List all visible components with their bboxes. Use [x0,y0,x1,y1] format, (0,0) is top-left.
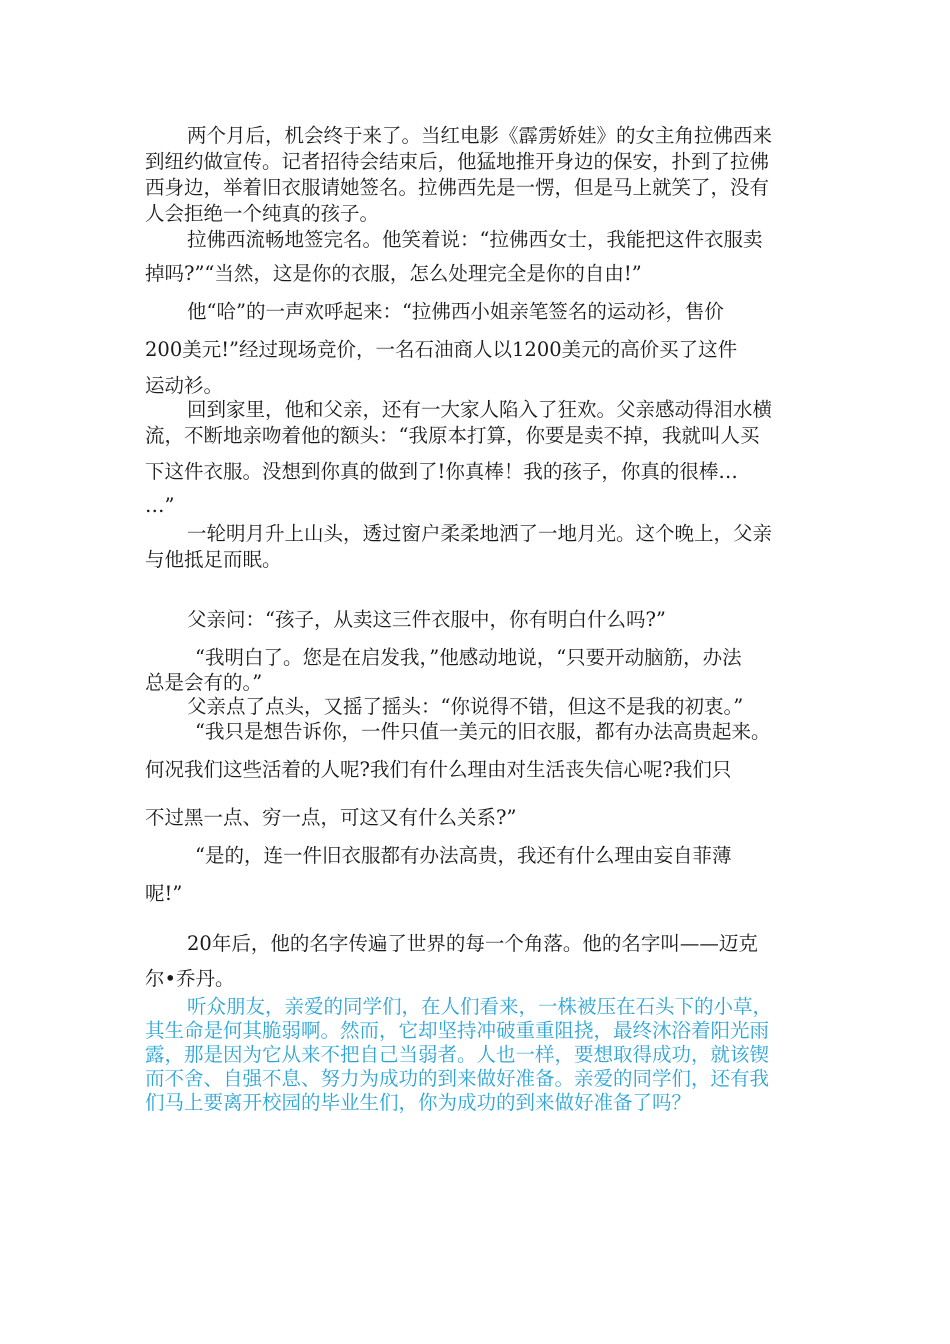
paragraph-line: 他“哈”的一声欢呼起来：“拉佛西小姐亲笔签名的运动衫，售价 [187,300,724,323]
paragraph-line: 拉佛西流畅地签完名。他笑着说：“拉佛西女士，我能把这件衣服卖 [187,228,763,251]
paragraph-line: 何况我们这些活着的人呢?我们有什么理由对生活丧失信心呢?我们只 [145,758,732,781]
paragraph-line: 总是会有的。” [145,671,263,694]
closing-line: 其生命是何其脆弱啊。然而，它却坚持冲破重重阻挠，最终沐浴着阳光雨 [145,1019,770,1042]
closing-line: 露，那是因为它从来不把自己当弱者。人也一样，要想取得成功，就该锲 [145,1043,770,1066]
paragraph-line: 20年后，他的名字传遍了世界的每一个角落。他的名字叫——迈克 [187,932,758,955]
closing-line: 而不舍、自强不息、努力为成功的到来做好准备。亲爱的同学们，还有我 [145,1067,770,1090]
paragraph-line: 两个月后，机会终于来了。当红电影《霹雳娇娃》的女主角拉佛西来 [187,124,773,147]
paragraph-line: 不过黑一点、穷一点，可这又有什么关系?” [145,806,517,829]
paragraph-line: 回到家里，他和父亲，还有一大家人陷入了狂欢。父亲感动得泪水横 [187,398,773,421]
paragraph-line: “我只是想告诉你，一件只值一美元的旧衣服，都有办法高贵起来。 [195,720,771,743]
paragraph-line: 到纽约做宣传。记者招待会结束后，他猛地推开身边的保安，扑到了拉佛 [145,150,770,173]
paragraph-line: 掉吗?”“当然，这是你的衣服，怎么处理完全是你的自由!” [145,262,642,285]
paragraph-line: 与他抵足而眠。 [145,548,282,571]
paragraph-line: 呢!” [145,882,183,905]
paragraph-line: 运动衫。 [145,374,224,397]
paragraph-line: 200美元!”经过现场竞价，一名石油商人以1200美元的高价买了这件 [145,338,738,361]
paragraph-line: 尔•乔丹。 [145,967,235,990]
paragraph-line: “是的，连一件旧衣服都有办法高贵，我还有什么理由妄自菲薄 [195,844,732,867]
paragraph-line: …” [145,494,175,517]
paragraph-line: 下这件衣服。没想到你真的做到了!你真棒！我的孩子，你真的很棒… [145,460,738,483]
paragraph-line: 西身边，举着旧衣服请她签名。拉佛西先是一愣，但是马上就笑了，没有 [145,176,770,199]
paragraph-line: 父亲问：“孩子，从卖这三件衣服中，你有明白什么吗?” [187,608,666,631]
closing-line: 听众朋友，亲爱的同学们，在人们看来，一株被压在石头下的小草， [187,995,773,1018]
closing-line: 们马上要离开校园的毕业生们，你为成功的到来做好准备了吗？ [145,1091,692,1114]
paragraph-line: 流，不断地亲吻着他的额头：“我原本打算，你要是卖不掉，我就叫人买 [145,424,760,447]
paragraph-line: “我明白了。您是在启发我，”他感动地说，“只要开动脑筋，办法 [195,646,742,669]
paragraph-line: 父亲点了点头，又摇了摇头：“你说得不错，但这不是我的初衷。” [187,695,744,718]
paragraph-line: 一轮明月升上山头，透过窗户柔柔地洒了一地月光。这个晚上，父亲 [187,522,773,545]
paragraph-line: 人会拒绝一个纯真的孩子。 [145,202,380,225]
